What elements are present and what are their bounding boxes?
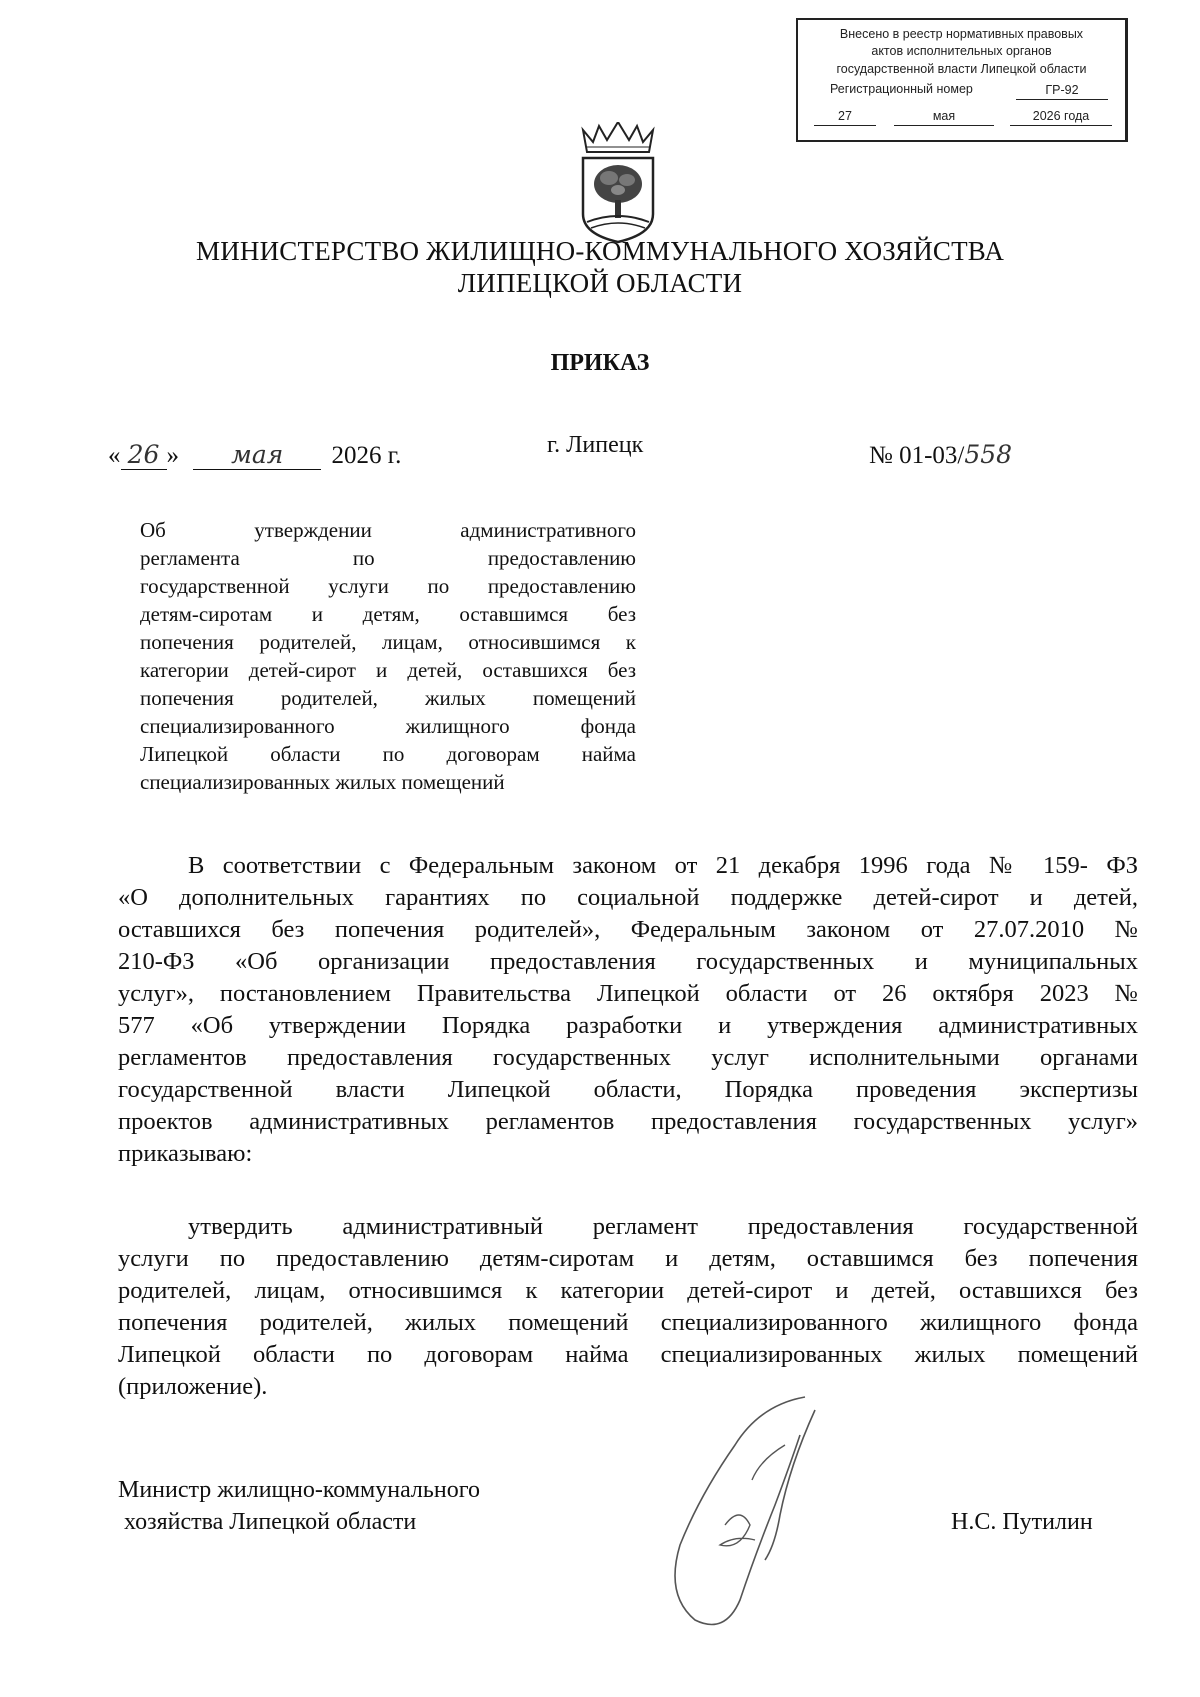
subject-line: категории детей-сирот и детей, оставшихся без <box>140 658 636 682</box>
registry-stamp <box>796 18 1128 142</box>
order-line: услуги по предоставлению детям-сиротам и детям, оставшимся без попечения <box>118 1245 1138 1272</box>
stamp-year: 2026 года <box>1010 108 1112 126</box>
stamp-date-row <box>798 108 1125 126</box>
ministry-name-line-1: МИНИСТЕРСТВО ЖИЛИЩНО-КОММУНАЛЬНОГО ХОЗЯЙСТВА <box>195 236 1005 266</box>
date-year: 2026 г. <box>331 442 402 469</box>
preamble-line: 577 «Об утверждении Порядка разработки и утверждения административных <box>118 1012 1138 1039</box>
preamble-line: 210-ФЗ «Об организации предоставления государственных и муниципальных <box>118 948 1138 975</box>
order-number <box>869 440 1012 470</box>
preamble-line: регламентов предоставления государственных услуг исполнительными органами <box>118 1044 1138 1071</box>
stamp-month: мая <box>894 108 994 126</box>
stamp-reg-number: ГР-92 <box>1016 82 1108 100</box>
stamp-line-1: Внесено в реестр нормативных правовых <box>839 27 1084 41</box>
order-paragraph <box>118 1211 1138 1403</box>
stamp-line-2: актов исполнительных органов <box>871 44 1052 58</box>
preamble-line: государственной власти Липецкой области, Порядка проведения экспертизы <box>118 1076 1138 1103</box>
date-day-handwritten: 26 <box>121 440 167 470</box>
subject-line: детям-сиротам и детям, оставшимся без <box>140 602 636 626</box>
signatory-name: Н.С. Путилин <box>951 1509 1093 1535</box>
order-city: г. Липецк <box>547 432 644 458</box>
subject-line: попечения родителей, лицам, относившимся к <box>140 630 636 654</box>
order-subject <box>140 516 636 796</box>
preamble-line: проектов административных регламентов предоставления государственных услуг» <box>118 1108 1138 1135</box>
preamble-line: «О дополнительных гарантиях по социальной поддержке детей-сирот и детей, <box>118 884 1138 911</box>
order-line: утвердить административный регламент предоставления государственной <box>188 1213 1138 1240</box>
order-line: родителей, лицам, относившимся к категории детей-сирот и детей, оставшихся без <box>118 1277 1138 1304</box>
preamble-paragraph <box>118 850 1138 1170</box>
stamp-line-3: государственной власти Липецкой области <box>836 62 1087 76</box>
subject-line: Липецкой области по договорам найма <box>140 742 636 766</box>
order-line: попечения родителей, жилых помещений специализированного жилищного фонда <box>118 1309 1138 1336</box>
stamp-day: 27 <box>814 108 876 126</box>
subject-line: попечения родителей, жилых помещений <box>140 686 636 710</box>
signatory-position <box>118 1474 480 1538</box>
date-quote-close: » <box>166 442 179 469</box>
order-number-prefix: № 01-03/ <box>869 442 965 469</box>
preamble-line: услуг», постановлением Правительства Липецкой области от 26 октября 2023 № <box>118 980 1138 1007</box>
order-line: (приложение). <box>118 1373 268 1400</box>
signatory-position-line-1: Министр жилищно-коммунального <box>118 1477 480 1503</box>
order-number-handwritten: 558 <box>964 440 1013 469</box>
preamble-line: оставшихся без попечения родителей», Федеральным законом от 27.07.2010 № <box>118 916 1138 943</box>
subject-line: специализированного жилищного фонда <box>140 714 636 738</box>
handwritten-signature <box>640 1385 890 1640</box>
subject-line: регламента по предоставлению <box>140 546 636 570</box>
signatory-position-line-2: хозяйства Липецкой области <box>124 1509 417 1535</box>
date-month-handwritten: мая <box>193 440 321 470</box>
stamp-reg-label: Регистрационный номер <box>830 82 973 96</box>
preamble-line: В соответствии с Федеральным законом от 21 декабря 1996 года № 159- ФЗ <box>188 852 1138 879</box>
subject-line: Об утверждении административного <box>140 518 636 542</box>
order-date <box>108 440 401 470</box>
subject-line: государственной услуги по предоставлению <box>140 574 636 598</box>
ministry-name-line-2: ЛИПЕЦКОЙ ОБЛАСТИ <box>457 268 743 298</box>
order-line: Липецкой области по договорам найма специализированных жилых помещений <box>118 1341 1138 1368</box>
lipetsk-coat-of-arms-emblem <box>569 122 667 246</box>
subject-line: специализированных жилых помещений <box>140 770 505 794</box>
date-quote-open: « <box>108 442 121 469</box>
preamble-line: приказываю: <box>118 1140 253 1167</box>
stamp-reg-row <box>798 82 1125 100</box>
document-type-title: ПРИКАЗ <box>550 350 650 376</box>
